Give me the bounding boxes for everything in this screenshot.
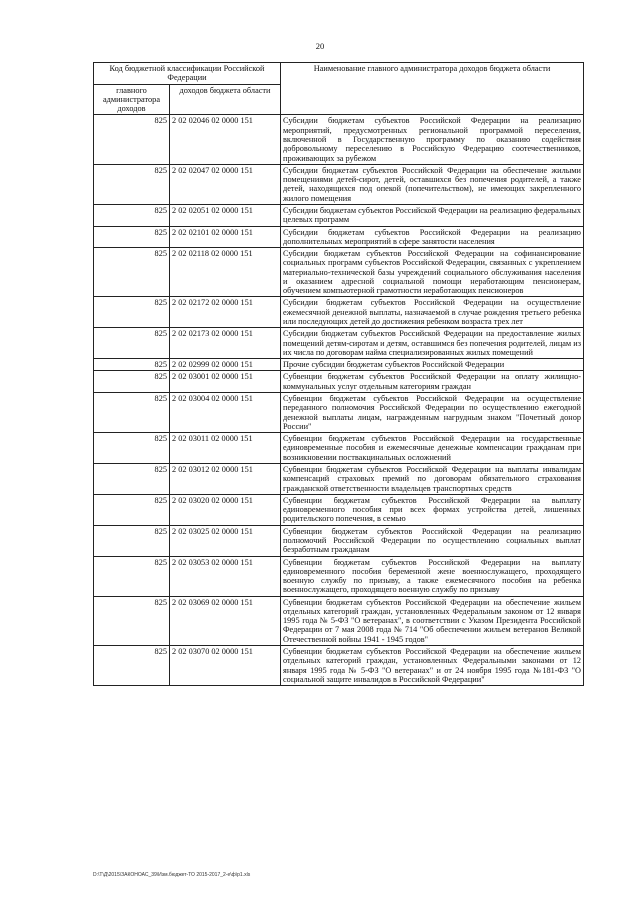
revenue-code-cell: 2 02 02118 02 0000 151 [170,248,281,297]
revenue-code-cell: 2 02 03012 02 0000 151 [170,463,281,494]
admin-code-cell: 825 [94,463,170,494]
description-cell: Субсидии бюджетам субъектов Российской Федерации на софинансирование социальных программ субъектов Российской Федерации, связанных с укреплением материально-технической базы учреждений социального обслуживания населения и оказанием адресной социальной помощи неработающим пенсионерам, обучением компьютерной грамотности неработающих пенсионеров [281,248,584,297]
admin-code-cell: 825 [94,328,170,359]
table-row [94,248,584,297]
name-header: Наименование главного администратора доходов бюджета области [281,63,584,115]
description-cell: Субвенции бюджетам субъектов Российской Федерации на обеспечение жильем отдельных категорий граждан, установленных Федеральным законом от 12 января 1995 года № 5-ФЗ "О ветеранах", в соответствии с Указом Президента Российской Федерации от 7 мая 2008 года № 714 "Об обеспечении жильем ветеранов Великой Отечественной войны 1941 - 1945 годов" [281,596,584,645]
table-row [94,371,584,393]
revenue-code-cell: 2 02 02172 02 0000 151 [170,297,281,328]
admin-code-cell: 825 [94,115,170,164]
admin-code-cell: 825 [94,494,170,525]
revenue-code-cell: 2 02 03001 02 0000 151 [170,371,281,393]
revenue-code-cell: 2 02 03070 02 0000 151 [170,646,281,686]
revenue-code-cell: 2 02 03004 02 0000 151 [170,393,281,433]
page-number: 20 [315,41,325,51]
revenue-code-cell: 2 02 03011 02 0000 151 [170,433,281,464]
table-row [94,226,584,248]
description-cell: Субвенции бюджетам субъектов Российской Федерации на выплату единовременного пособия при всех формах устройства детей, лишенных родительского попечения, в семью [281,494,584,525]
description-cell: Субсидии бюджетам субъектов Российской Федерации на предоставление жилых помещений детям-сиротам и детям, оставшимся без попечения родителей, лицам из их числа по договорам найма специализированных жилых помещений [281,328,584,359]
admin-code-cell: 825 [94,433,170,464]
admin-code-cell: 825 [94,393,170,433]
admin-code-cell: 825 [94,525,170,556]
table-row [94,596,584,645]
admin-code-cell: 825 [94,164,170,204]
revenue-header: доходов бюджета области [170,84,281,115]
budget-classification-table [93,62,584,686]
revenue-code-cell: 2 02 02173 02 0000 151 [170,328,281,359]
file-path-footer: D:\Т\Д\2015\ЗАКОНОАС_39\Изм.бюджет-ТО 2015-2017_2-е\ф\р1.xls [93,872,251,878]
table-body [94,115,584,686]
admin-code-cell: 825 [94,556,170,596]
admin-code-cell: 825 [94,248,170,297]
table-row [94,494,584,525]
table-row [94,359,584,371]
table-row [94,115,584,164]
revenue-code-cell: 2 02 02051 02 0000 151 [170,204,281,226]
admin-code-cell: 825 [94,596,170,645]
description-cell: Субсидии бюджетам субъектов Российской Федерации на реализацию мероприятий, предусмотренных региональной программой переселения, включенной в Государственную программу по оказанию содействия добровольному переселению в Российскую Федерацию соотечественников, проживающих за рубежом [281,115,584,164]
table-row [94,525,584,556]
table-row [94,297,584,328]
admin-code-cell: 825 [94,359,170,371]
revenue-code-cell: 2 02 02047 02 0000 151 [170,164,281,204]
admin-header: главного администратора доходов [94,84,170,115]
description-cell: Субвенции бюджетам субъектов Российской Федерации на выплату единовременного пособия беременной жене военнослужащего, проходящего военную службу по призыву, а также ежемесячного пособия на ребенка военнослужащего, проходящего военную службу по призыву [281,556,584,596]
description-cell: Субвенции бюджетам субъектов Российской Федерации на осуществление переданного полномочия Российской Федерации по осуществлению ежегодной денежной выплаты лицам, награжденным нагрудным знаком "Почетный донор России" [281,393,584,433]
description-cell: Субвенции бюджетам субъектов Российской Федерации на государственные единовременные пособия и ежемесячные денежные компенсации гражданам при возникновении поствакцинальных осложнений [281,433,584,464]
admin-code-cell: 825 [94,371,170,393]
description-cell: Субвенции бюджетам субъектов Российской Федерации на реализацию полномочий Российской Федерации по осуществлению социальных выплат безработным гражданам [281,525,584,556]
table-row [94,204,584,226]
admin-code-cell: 825 [94,226,170,248]
description-cell: Субвенции бюджетам субъектов Российской Федерации на выплаты инвалидам компенсаций страховых премий по договорам обязательного страхования гражданской ответственности владельцев транспортных средств [281,463,584,494]
revenue-code-cell: 2 02 03025 02 0000 151 [170,525,281,556]
table-row [94,328,584,359]
revenue-code-cell: 2 02 03020 02 0000 151 [170,494,281,525]
table-row [94,393,584,433]
description-cell: Субвенции бюджетам субъектов Российской Федерации на обеспечение жильем отдельных категорий граждан, установленных Федеральными законами от 12 января 1995 года № 5-ФЗ "О ветеранах" и от 24 ноября 1995 года №181-ФЗ "О социальной защите инвалидов в Российской Федерации" [281,646,584,686]
classification-header: Код бюджетной классификации Российской Федерации [94,63,281,85]
revenue-code-cell: 2 02 02046 02 0000 151 [170,115,281,164]
table-row [94,556,584,596]
admin-code-cell: 825 [94,646,170,686]
table-row [94,463,584,494]
admin-code-cell: 825 [94,204,170,226]
description-cell: Субсидии бюджетам субъектов Российской Федерации на реализацию федеральных целевых программ [281,204,584,226]
table-header-row [94,63,584,85]
description-cell: Субвенции бюджетам субъектов Российской Федерации на оплату жилищно-коммунальных услуг отдельным категориям граждан [281,371,584,393]
description-cell: Прочие субсидии бюджетам субъектов Российской Федерации [281,359,584,371]
revenue-code-cell: 2 02 03069 02 0000 151 [170,596,281,645]
revenue-code-cell: 2 02 02999 02 0000 151 [170,359,281,371]
table-row [94,646,584,686]
description-cell: Субсидии бюджетам субъектов Российской Федерации на реализацию дополнительных мероприятий в сфере занятости населения [281,226,584,248]
table-row [94,433,584,464]
description-cell: Субсидии бюджетам субъектов Российской Федерации на обеспечение жилыми помещениями детей-сирот, детей, оставшихся без попечения родителей, а также детей, находящихся под опекой (попечительством), не имеющих закрепленного жилого помещения [281,164,584,204]
admin-code-cell: 825 [94,297,170,328]
revenue-code-cell: 2 02 03053 02 0000 151 [170,556,281,596]
revenue-code-cell: 2 02 02101 02 0000 151 [170,226,281,248]
description-cell: Субсидии бюджетам субъектов Российской Федерации на осуществление ежемесячной денежной выплаты, назначаемой в случае рождения третьего ребенка или последующих детей до достижения ребенком возраста трех лет [281,297,584,328]
table-row [94,164,584,204]
